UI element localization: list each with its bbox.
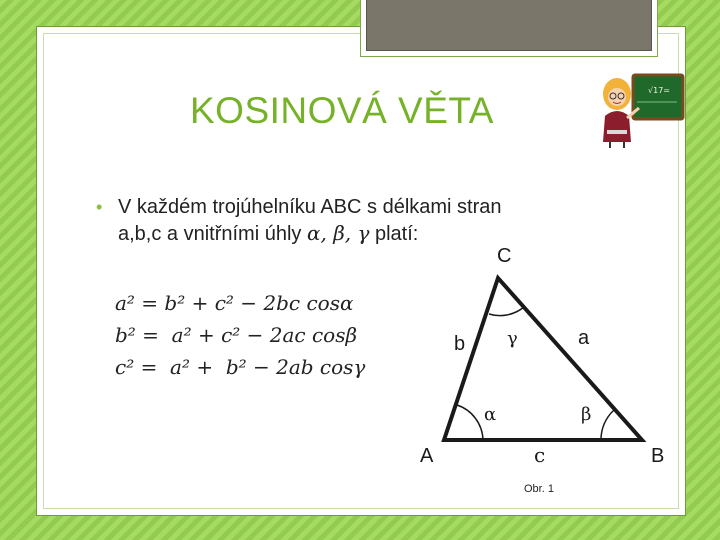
side-label-c: c bbox=[534, 443, 546, 467]
angle-arc-alpha bbox=[457, 405, 483, 440]
bullet-line-2-suffix: platí: bbox=[369, 223, 419, 245]
equation-b: b² = a² + c² − 2ac cosβ bbox=[115, 323, 358, 347]
vertex-label-c: C bbox=[497, 245, 512, 267]
angle-arc-beta bbox=[601, 410, 614, 440]
equation-c: c² = a² + b² − 2ab cosγ bbox=[115, 355, 366, 379]
side-label-a: a bbox=[578, 327, 590, 349]
decorative-tab bbox=[360, 0, 658, 57]
bullet-line-2-prefix: a,b,c a vnitřními úhly bbox=[118, 223, 307, 245]
vertex-label-a: A bbox=[420, 445, 434, 467]
triangle-figure bbox=[410, 240, 680, 472]
bullet-marker: • bbox=[96, 197, 103, 217]
figure-caption: Obr. 1 bbox=[524, 483, 554, 495]
angle-symbols: α, β, γ bbox=[306, 221, 370, 245]
slide-title: KOSINOVÁ VĚTA bbox=[190, 90, 494, 131]
chalkboard-text: √17= bbox=[648, 86, 670, 95]
chalkboard bbox=[633, 75, 683, 119]
decorative-tab-fill bbox=[366, 0, 652, 51]
angle-label-gamma: γ bbox=[507, 328, 518, 349]
side-label-b: b bbox=[454, 333, 466, 355]
equation-a: a² = b² + c² − 2bc cosα bbox=[115, 291, 354, 315]
vertex-label-b: B bbox=[651, 445, 665, 467]
angle-label-alpha: α bbox=[484, 404, 497, 425]
angle-arc-gamma bbox=[489, 307, 524, 316]
equation-block bbox=[115, 287, 365, 383]
bullet-line-1: V každém trojúhelníku ABC s délkami stran bbox=[118, 196, 502, 218]
angle-label-beta: β bbox=[581, 404, 592, 425]
teacher-clipart-icon bbox=[597, 72, 687, 150]
